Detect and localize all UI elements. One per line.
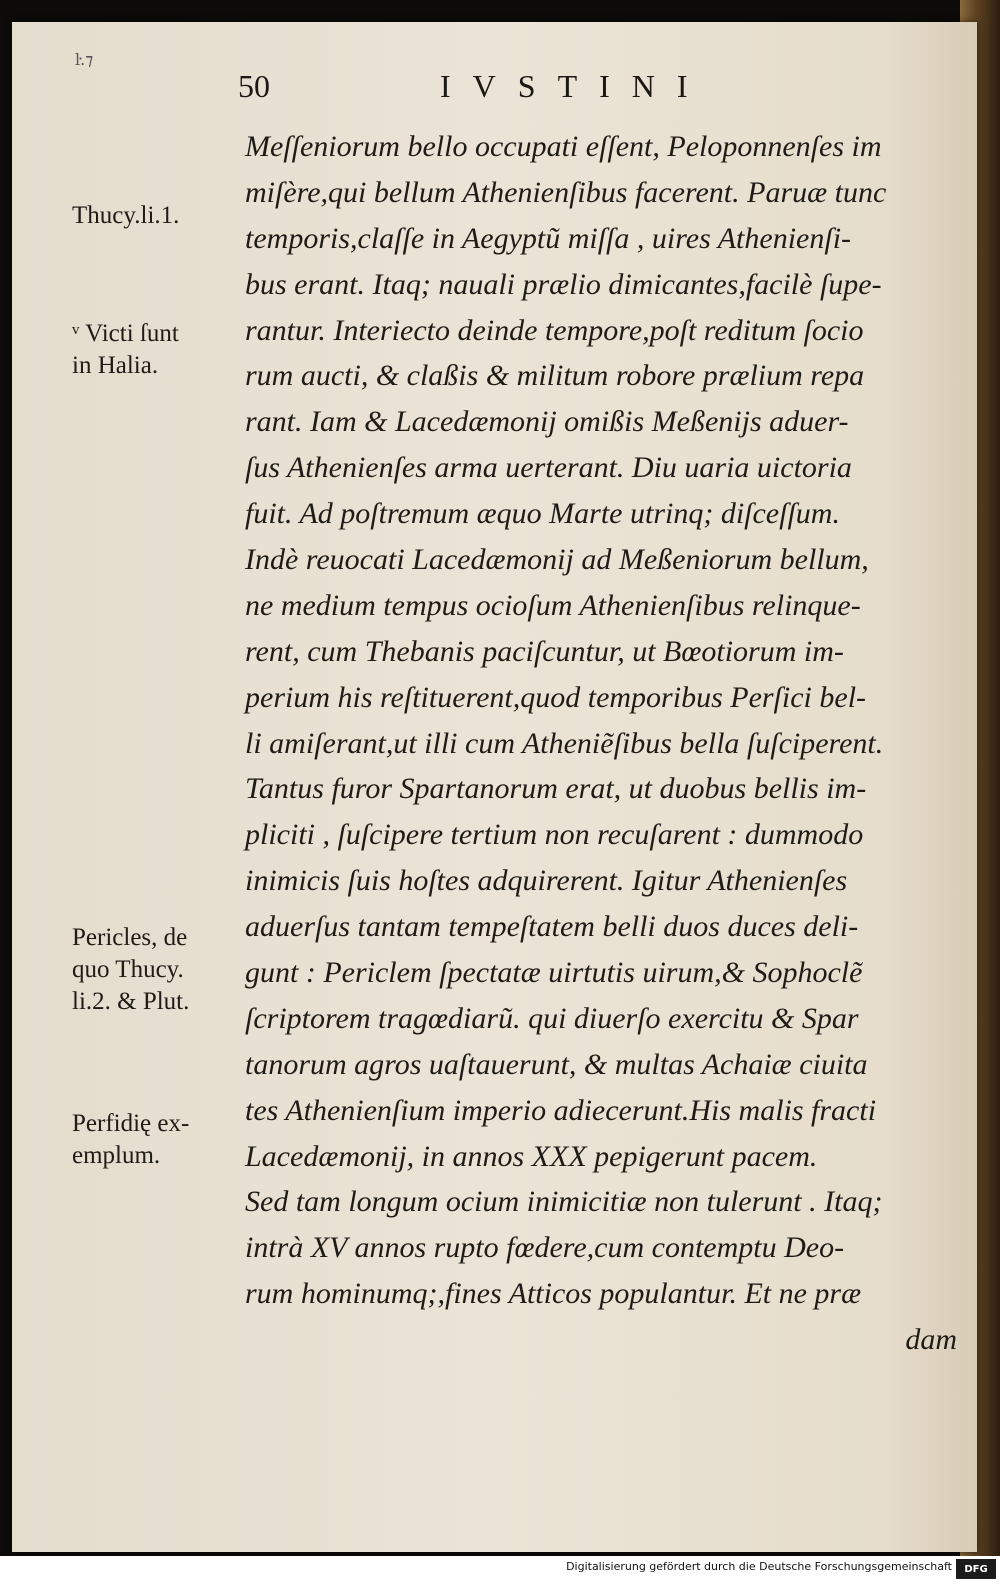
text-line: Sed tam longum ocium inimicitiæ non tulerunt . Itaq; [245, 1185, 883, 1219]
marginal-note-line: Thucy.li.1. [72, 202, 180, 229]
text-line: fuit. Ad poſtremum æquo Marte utrinq; diſceſſum. [245, 497, 840, 531]
text-line: ſus Athenienſes arma uerterant. Diu uaria uictoria [245, 451, 852, 485]
marginal-note-line: Pericles, de [72, 924, 188, 951]
page-header [0, 60, 1000, 110]
text-line: Meſſeniorum bello occupati eſſent, Peloponnenſes im [245, 130, 882, 163]
text-line: rent, cum Thebanis paciſcuntur, ut Bœotiorum im- [245, 634, 844, 668]
marginal-note-line: quo Thucy. [72, 956, 184, 983]
text-line: inimicis ſuis hoſtes adquirerent. Igitur Athenienſes [245, 864, 848, 898]
funding-credit: Digitalisierung gefördert durch die Deutsche Forschungsgemeinschaft [566, 1560, 952, 1573]
text-line: pliciti , ſuſcipere tertium non recuſarent : dummodo [245, 818, 864, 852]
catchword: dam [905, 1323, 957, 1357]
marginal-note [72, 1108, 189, 1172]
marginal-note [72, 318, 179, 382]
text-line: tanorum agros uaſtauerunt, & multas Achaiæ ciuita [245, 1047, 868, 1081]
text-line: ſcriptorem tragœdiarũ. qui diuerſo exercitu & Spar [245, 1001, 859, 1035]
body-text [245, 124, 957, 1363]
text-line: bus erant. Itaq; nauali prælio dimicantes,facilè ſupe- [245, 267, 882, 301]
marginal-note-line: Perfidię ex- [72, 1110, 190, 1137]
text-line: gunt : Periclem ſpectatæ uirtutis uirum,& Sophoclẽ [245, 956, 863, 990]
text-line: Indè reuocati Lacedæmonij ad Meßeniorum bellum, [245, 543, 869, 577]
marginal-note-line: li.2. & Plut. [72, 988, 190, 1015]
marginal-note [72, 200, 179, 232]
text-line: rant. Iam & Lacedæmonij omißis Meßenijs aduer- [245, 405, 849, 439]
marginal-note-line: ᵛ Victi ſunt [72, 320, 179, 347]
text-line: tes Athenienſium imperio adiecerunt.His malis fracti [245, 1093, 877, 1127]
text-line: intrà XV annos rupto fœdere,cum contemptu Deo- [245, 1231, 845, 1265]
text-line: rum hominumq;,fines Atticos populantur. Et ne præ [245, 1277, 862, 1311]
marginal-note-line: emplum. [72, 1142, 161, 1169]
text-line: rantur. Interiecto deinde tempore,poſt reditum ſocio [245, 313, 864, 347]
page-number: 50 [238, 68, 270, 104]
text-line: miſère,qui bellum Athenienſibus facerent. Paruæ tunc [245, 175, 887, 209]
running-head: IVSTINI [440, 68, 710, 104]
text-line: Lacedæmonij, in annos XXX pepigerunt pacem. [245, 1139, 818, 1173]
corner-mark: ŀ.⁊ [75, 50, 94, 69]
text-line: perium his reſtituerent,quod temporibus Perſici bel- [245, 680, 867, 714]
text-line: li amiſerant,ut illi cum Atheniẽſibus bella ſuſciperent. [245, 726, 884, 760]
dfg-logo-icon: DFG [956, 1559, 996, 1579]
marginal-note-line: in Halia. [72, 352, 159, 379]
text-line: Tantus furor Spartanorum erat, ut duobus bellis im- [245, 772, 867, 806]
marginal-note [72, 922, 189, 1018]
text-line: rum aucti, & claßis & militum robore prælium repa [245, 359, 865, 393]
text-line: aduerſus tantam tempeſtatem belli duos duces deli- [245, 910, 859, 944]
footer-bar [0, 1556, 1000, 1584]
text-line: ne medium tempus ocioſum Athenienſibus relinque- [245, 588, 861, 622]
text-line: temporis,claſſe in Aegyptũ miſſa , uires Athenienſi- [245, 221, 852, 255]
